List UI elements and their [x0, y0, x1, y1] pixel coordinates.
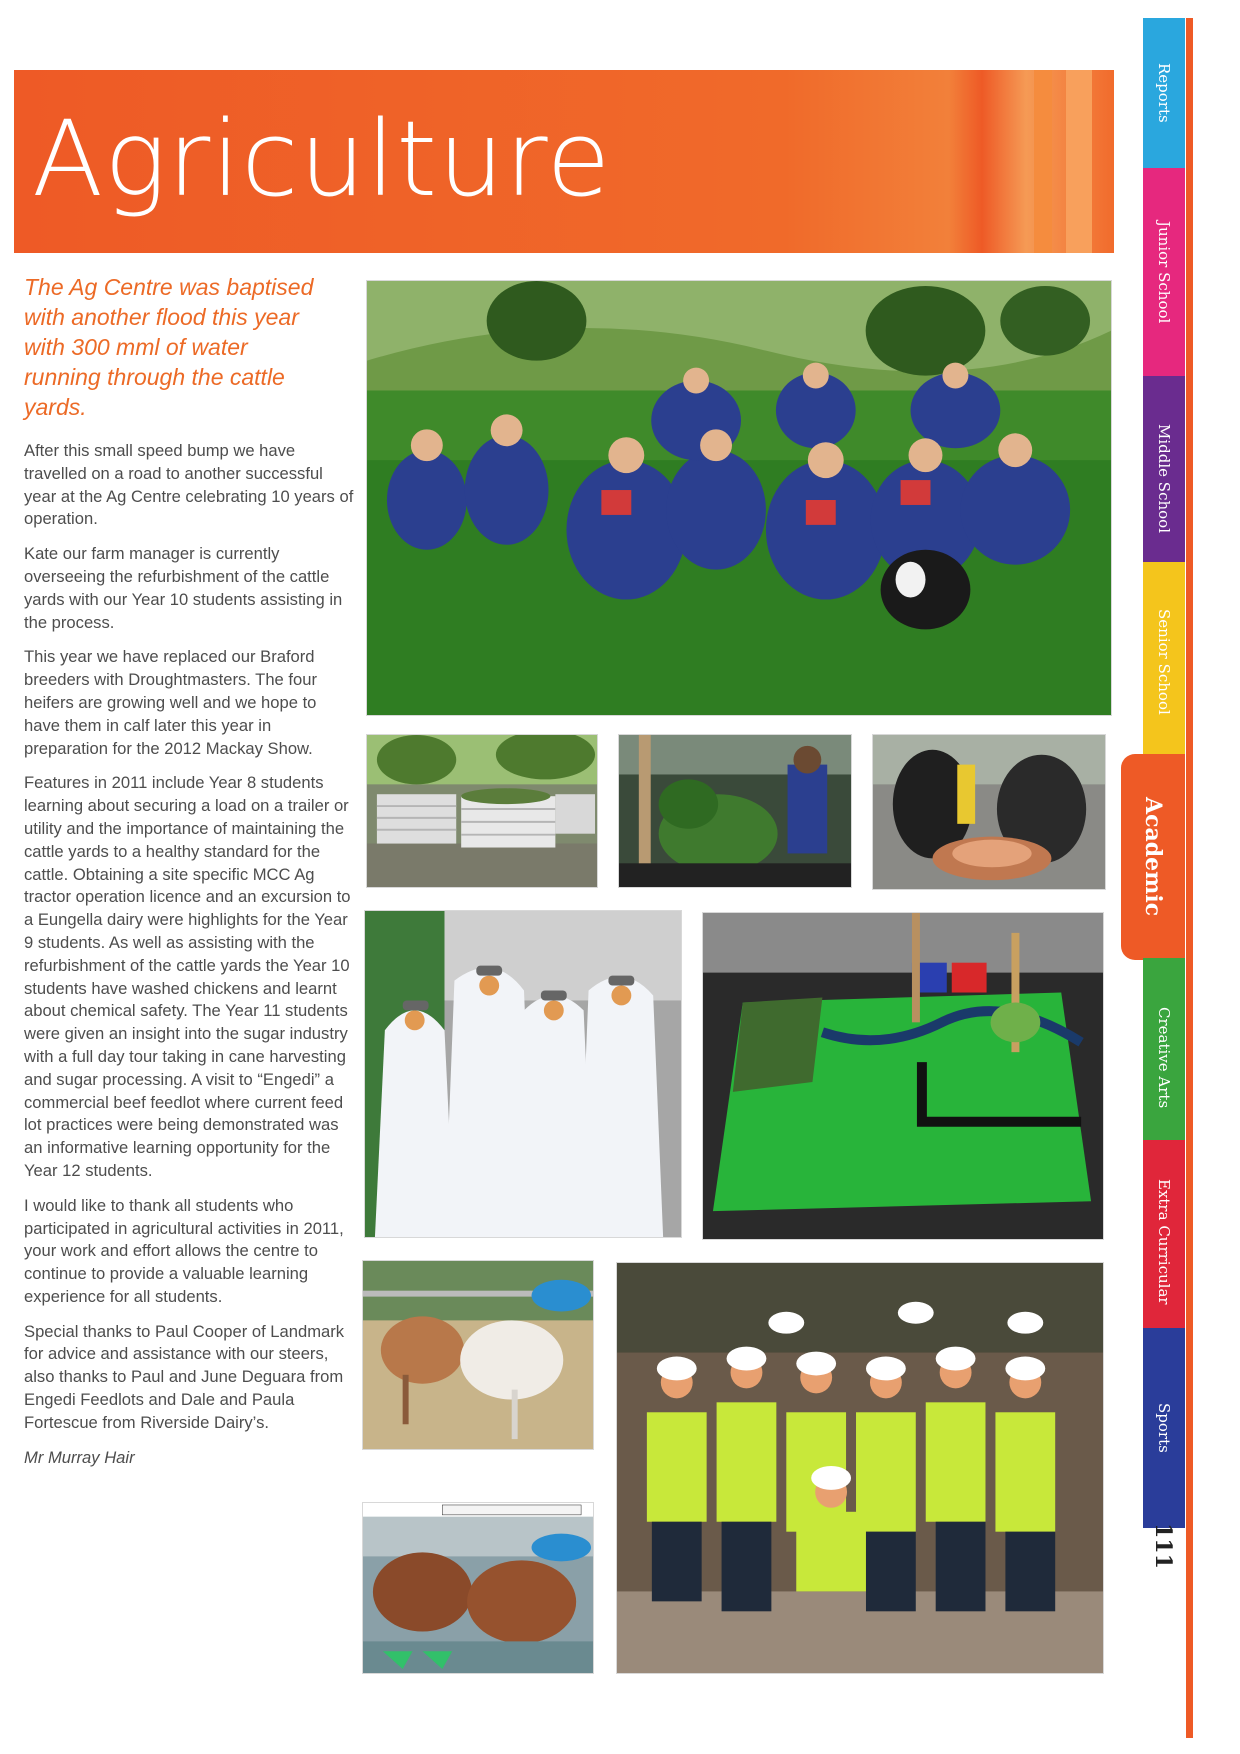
title-banner — [14, 70, 1114, 253]
paragraph: This year we have replaced our Braford breeders with Droughtmasters. The four heifers are growing well and we hope to have them in calf later this year in preparation for the 2012 Mackay Show. — [24, 647, 317, 758]
photo-students-in-protective-suits — [364, 910, 682, 1238]
tab-extra-curricular[interactable]: Extra Curricular — [1143, 1140, 1185, 1344]
tab-junior-school[interactable]: Junior School — [1143, 168, 1185, 376]
photo-feedlot-group — [616, 1262, 1104, 1674]
photo-garden-beds — [366, 734, 598, 888]
photo-chemical-safety — [872, 734, 1106, 890]
intro-text: The Ag Centre was baptised with another flood this year with 300 mml of water running through the cattle yards. — [24, 274, 314, 420]
tab-senior-school[interactable]: Senior School — [1143, 562, 1185, 762]
paragraph: Kate our farm manager is currently overseeing the refurbishment of the cattle yards with our Year 10 students assisting in the process. — [24, 544, 343, 632]
photo-planting — [618, 734, 852, 888]
page-title: Agriculture — [32, 98, 612, 220]
page-number: 111 — [1150, 1523, 1176, 1569]
banner-stripe — [1066, 70, 1092, 253]
paragraph: I would like to thank all students who participated in agricultural activities in 2011, your work and effort allows the centre to continue to provide a valuable learning experience for all students. — [24, 1195, 344, 1306]
paragraph: Special thanks to Paul Cooper of Landmark for advice and assistance with our steers, also thanks to Paul and June Deguara from Engedi Feedlots and Dale and Paula Fortescue from Riverside Dairy’s. — [24, 1321, 345, 1432]
photo-heifers — [362, 1502, 594, 1674]
signature: Mr Murray Hair — [24, 1447, 135, 1467]
tab-sports[interactable]: Sports — [1143, 1328, 1185, 1528]
tab-creative-arts[interactable]: Creative Arts — [1143, 958, 1185, 1158]
photo-farm-model — [702, 912, 1104, 1240]
tab-reports[interactable]: Reports — [1143, 18, 1185, 168]
paragraph: Features in 2011 include Year 8 students learning about securing a load on a trailer or utility and the importance of maintaining the cattle yards to a healthy standard for the cattle. Obtaining a site specific MCC Ag tractor operation licence and an excursion to a Eungella dairy were highlights for the Year 9 students. As well as assisting with the refurbishment of the cattle yards the Year 10 students have washed chickens and learnt about chemical safety. The Year 11 students were given an insight into the sugar industry with a full day tour taking in cane harvesting and sugar processing. A visit to “Engedi” a commercial beef feedlot where current feed lot practices were being demonstrated was an informative learning opportunity for the Year 12 students. — [24, 773, 351, 1180]
banner-stripe — [1034, 70, 1052, 253]
tab-middle-school[interactable]: Middle School — [1143, 376, 1185, 580]
tab-academic[interactable]: Academic — [1121, 754, 1185, 960]
section-tabs — [1140, 18, 1195, 1738]
photo-students-on-grass — [366, 280, 1112, 716]
paragraph: After this small speed bump we have travelled on a road to another successful year at the Ag Centre celebrating 10 years of operation. — [24, 441, 354, 529]
photo-cattle-yards — [362, 1260, 594, 1450]
article-body — [24, 440, 354, 1481]
